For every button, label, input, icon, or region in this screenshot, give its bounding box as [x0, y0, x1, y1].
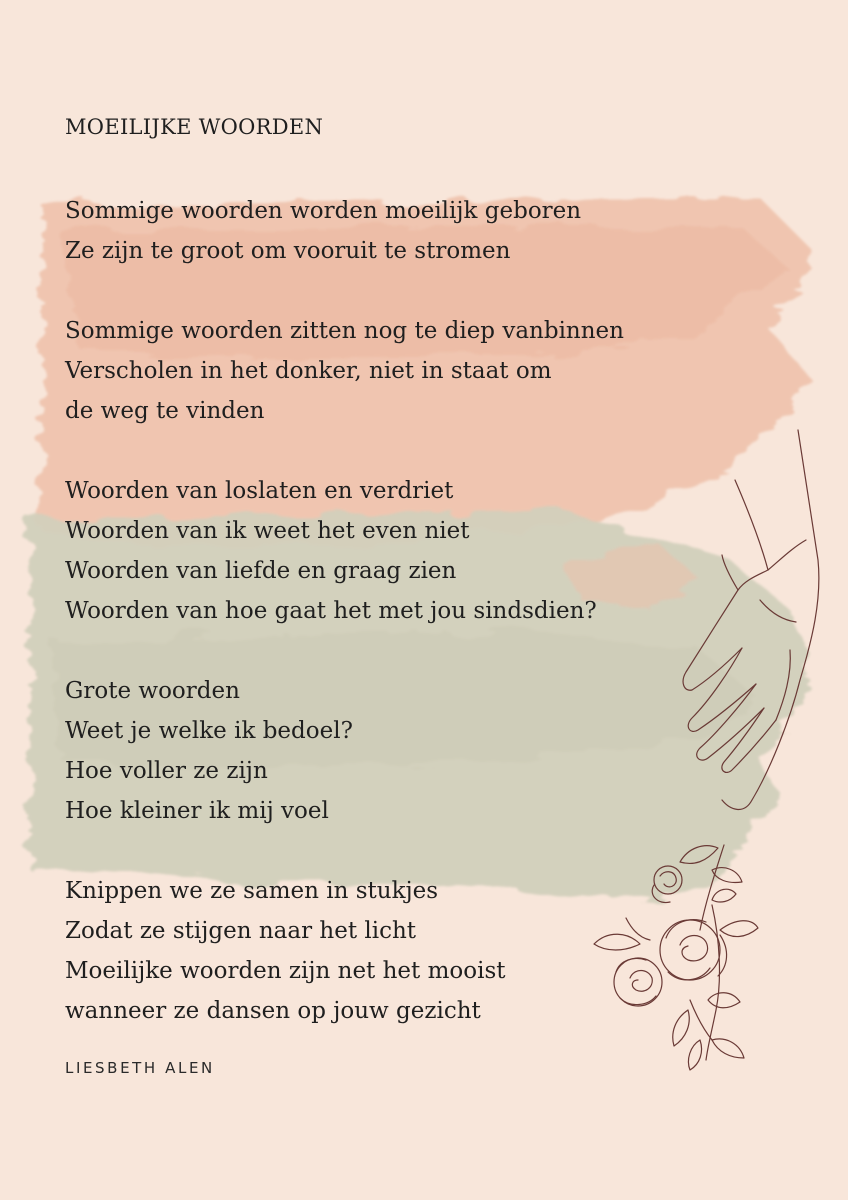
stanza-5	[65, 871, 624, 1031]
poem-line: Hoe voller ze zijn	[65, 758, 268, 784]
poem-line: Woorden van loslaten en verdriet	[65, 478, 454, 504]
poem-line: Moeilijke woorden zijn net het mooist	[65, 958, 506, 984]
poem-line: Ze zijn te groot om vooruit te stromen	[65, 238, 511, 264]
stanza-2	[65, 311, 624, 431]
poem-line: Grote woorden	[65, 678, 240, 704]
poem-author: LIESBETH ALEN	[65, 1059, 215, 1077]
poem-line: Woorden van ik weet het even niet	[65, 518, 470, 544]
stanza-4	[65, 671, 624, 831]
poem-line: Weet je welke ik bedoel?	[65, 718, 353, 744]
poem-body	[65, 191, 624, 1071]
poem-line: de weg te vinden	[65, 398, 265, 424]
poem-line: wanneer ze dansen op jouw gezicht	[65, 998, 481, 1024]
poem-line: Woorden van hoe gaat het met jou sindsdien?	[65, 598, 597, 624]
stanza-1	[65, 191, 624, 271]
poem-line: Woorden van liefde en graag zien	[65, 558, 457, 584]
poem-title: MOEILIJKE WOORDEN	[65, 115, 324, 139]
poem-line: Sommige woorden worden moeilijk geboren	[65, 198, 582, 224]
poem-line: Sommige woorden zitten nog te diep vanbinnen	[65, 318, 624, 344]
poem-line: Hoe kleiner ik mij voel	[65, 798, 329, 824]
stanza-3	[65, 471, 624, 631]
poem-line: Knippen we ze samen in stukjes	[65, 878, 439, 904]
poem-line: Zodat ze stijgen naar het licht	[65, 918, 417, 944]
poem-line: Verscholen in het donker, niet in staat om	[65, 358, 552, 384]
